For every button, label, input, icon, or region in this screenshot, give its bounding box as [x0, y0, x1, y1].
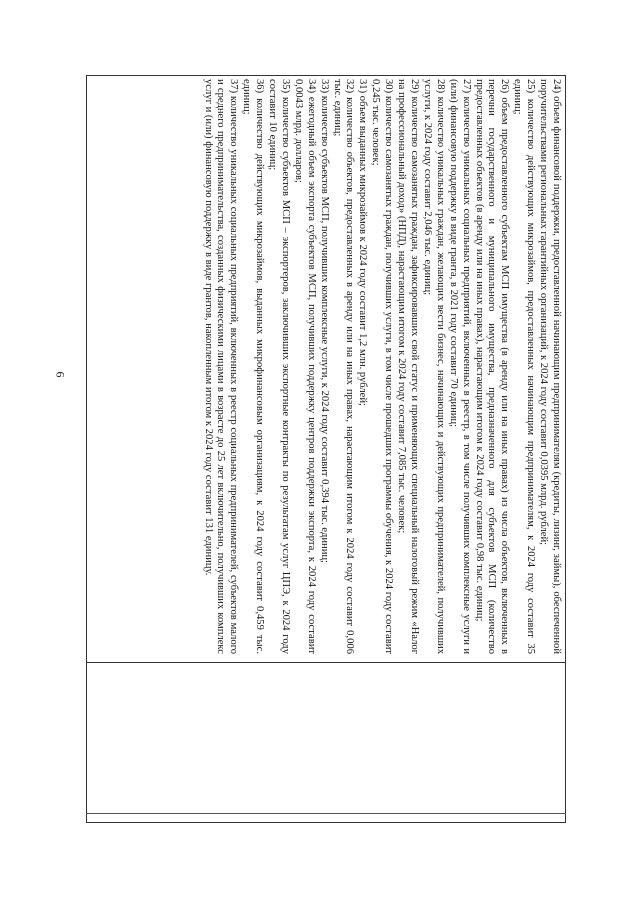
- column-divider: [86, 662, 566, 663]
- column-divider-right: [86, 813, 566, 814]
- list-item: 26) объем предоставленного субъектам МСП имущества (в аренду или на иных правах) из числа объектов, включенных в перечни государственного и муниципального имущества, предназначенного для субъектов МСП (количество предоставленных объектов (в аренду или на иных правах), нарастающим итогом к 2024 году составит 0,98 тыс. единиц;: [473, 79, 511, 654]
- list-item: 34) ежегодный объем экспорта субъектов МСП, получивших поддержку центров поддержки экспорта, к 2024 году составит 0,0043 млрд. долларов;: [292, 79, 317, 654]
- indicators-list: [92, 79, 562, 654]
- list-item: 24) объем финансовой поддержки, предоставленной начинающим предпринимателям (кредиты, лизинг, займы), обеспеченной поручительствами региональных гарантийных организаций, к 2024 году составит 0,0395 млрд. рублей;: [538, 79, 562, 654]
- list-item: 30) количество самозанятых граждан, получивших услуги, в том числе прошедших программы обучения, к 2024 году составит 0,245 тыс. человек;: [370, 79, 395, 654]
- list-item: 36) количество действующих микрозаймов, выданных микрофинансовым организациям, к 2024 году составит 0,459 тыс. единиц;: [241, 79, 266, 654]
- list-item: 29) количество самозанятых граждан, зафиксировавших свой статус и применяющих специальный налоговый режим «Налог на профессиональный доход» (НПД), нарастающим итогом к 2024 году составит 7,085 тыс. человек;: [396, 79, 421, 654]
- list-item: 32) количество объектов, предоставленных в аренду или на иных правах, нарастающим итогом к 2024 году составит 0,006 тыс. единиц;: [331, 79, 356, 654]
- page-number: 6: [53, 371, 68, 378]
- list-item: 28) количество уникальных граждан, желающих вести бизнес, начинающих и действующих предпринимателей, получивших услуги, к 2024 году составит 2,046 тыс. единиц;: [421, 79, 446, 654]
- list-item: 37) количество уникальных социальных предприятий, включенных в реестр социальных предпринимателей, субъектов малого и среднего предпринимательства, созданных физическими лицами в возрасте до 25 лет включительно, получивших комплекс услуг и (или) финансовую поддержку в виде грантов, накопленным итогом к 2024 году составит 131 единицу.: [202, 79, 240, 654]
- list-item: 27) количество уникальных социальных предприятий, включенных в реестр, в том числе получивших комплексные услуги и (или) финансовую поддержку в виде гранта, в 2021 году составит 70 единиц;: [447, 79, 472, 654]
- list-item: 33) количество субъектов МСП, получивших комплексные услуги, к 2024 году составит 0,394 тыс. единиц;: [318, 79, 330, 563]
- list-item: 35) количество субъектов МСП – экспортеров, заключивших экспортные контракты по результатам услуг ЦПЭ, к 2024 году составит 10 единиц;: [267, 79, 291, 654]
- list-item: 31) объем выданных микрозаймов к 2024 году составит 1,2 млн. рублей;: [357, 79, 369, 406]
- rotated-page-content: [86, 75, 566, 823]
- list-item: 25) количество действующих микрозаймов, предоставленных начинающим предпринимателям, к 2024 году составит 35 единиц;: [512, 79, 537, 654]
